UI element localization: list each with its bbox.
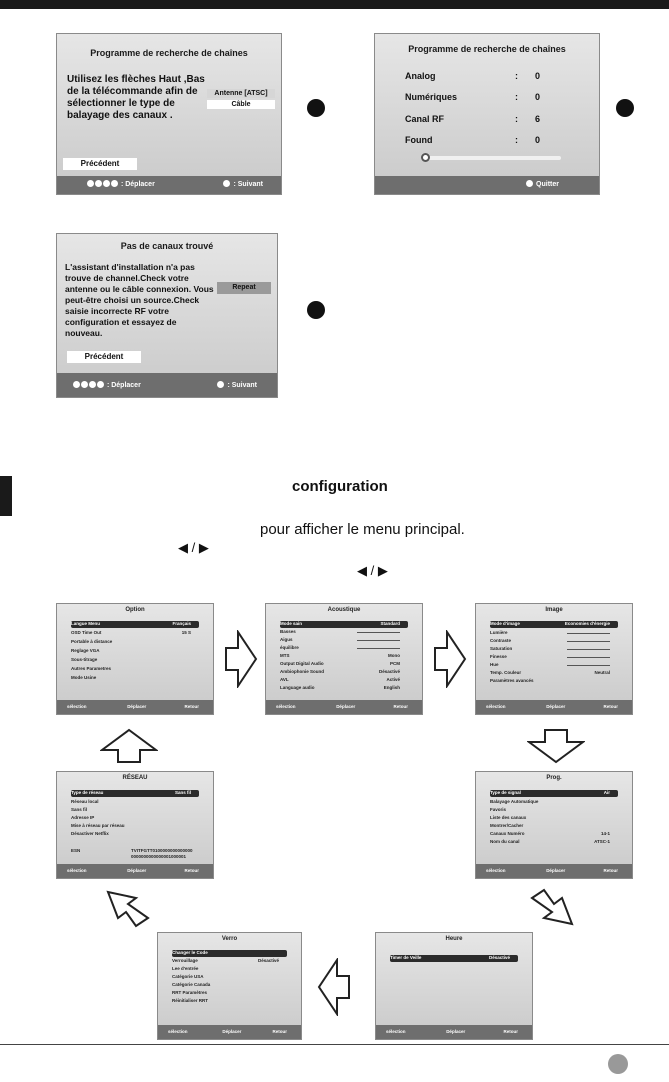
bottom-rule [0,1044,669,1045]
menu-row[interactable]: Catégorie Canada [172,982,211,987]
menu-row[interactable]: équilibre [280,645,408,652]
menu-row[interactable]: Type de signal Air [490,790,618,797]
menu-prog-panel [475,771,633,879]
arrow-right-icon [224,630,258,688]
menu-footer: sélection Déplacer Retour [476,700,632,714]
arrow-left-icon [317,958,351,1016]
menu-row[interactable]: Type de réseau Sans fil [71,790,199,797]
menu-row[interactable]: Mode d'image Economies d'énergie [490,621,618,628]
menu-row[interactable]: Portable à distance [71,639,113,644]
arrow-down-icon [527,728,585,764]
up-arrow-icon [97,381,104,388]
menu-row[interactable]: Réseau local [71,799,99,804]
menu-row[interactable]: Favoris [490,807,507,812]
ok-icon [223,180,230,187]
menu-footer: sélection Déplacer Retour [158,1025,301,1039]
row-value: 0 [535,92,541,102]
quit-label: Quitter [536,181,559,188]
next-hint [217,381,257,389]
menu-row[interactable]: Finesse [490,654,618,661]
menu-row[interactable]: Changer le Code [172,950,287,957]
menu-row[interactable]: Mise à réseau par réseau [71,823,125,828]
menu-row[interactable]: Autres Parametres [71,666,112,671]
row-value: 0 [535,71,541,81]
menu-row[interactable]: Lee d'entrée [172,966,199,971]
menu-reseau-panel [56,771,214,879]
right-arrow-icon [81,381,88,388]
menu-row[interactable]: Nom du canal ATSC-1 [490,839,610,844]
panel-body-text: L'assistant d'installation n'a pas trouve de channel.Check votre antenne ou le câble connexion. Vous peut-être choisi un source.Check saisie incorrecte RF votre configuration et essayez de nouveau. [65,262,214,338]
menu-row[interactable]: Hue [490,662,618,669]
section-heading: configuration [292,478,388,495]
menu-title: Option [125,607,145,613]
menu-row[interactable]: Désactiver Netflix [71,831,109,836]
row-found: Found : 0 [405,135,541,145]
row-value: 0 [535,135,541,145]
menu-row[interactable]: Output Digital Audio PCM [280,661,400,666]
panel-body-text: Utilisez les flèches Haut ,Bas de la télécommande afin de sélectionner le type de balayage des canaux . [67,74,205,121]
row-analog: Analog : 0 [405,71,541,81]
section-line: pour afficher le menu principal. [260,521,465,538]
menu-title: Heure [445,936,463,942]
menu-title: RÉSEAU [122,775,148,781]
down-arrow-icon [89,381,96,388]
scan-progress-panel [374,33,600,195]
menu-row[interactable]: AVL Activé [280,677,400,682]
arrows-glyph-2: ◀ / ▶ [357,563,388,578]
exit-icon [526,180,533,187]
menu-row[interactable]: Ambiophonie Sound Désactivé [280,669,400,674]
up-arrow-icon [111,180,118,187]
menu-row[interactable]: Sans fil [71,807,88,812]
arrow-right-icon [433,630,467,688]
menu-row[interactable]: Verrouillage Désactivé [172,958,279,963]
menu-title: Acoustique [327,607,361,613]
menu-row[interactable]: MTS Mono [280,653,400,658]
menu-row[interactable]: Langue Menu Français [71,621,199,628]
row-canal-rf: Canal RF : 6 [405,114,541,124]
panel-footer [57,373,277,397]
panel-footer [57,176,281,194]
ok-icon [217,381,224,388]
menu-row[interactable]: Language audio English [280,685,400,690]
next-hint-label: : Suivant [233,181,263,188]
right-arrow-icon [95,180,102,187]
page-number-badge [608,1054,628,1074]
move-hint-label: : Déplacer [106,382,141,389]
menu-footer: sélection Déplacer Retour [57,864,213,878]
menu-row[interactable]: Montrer/Cacher [490,823,524,828]
step-marker [616,99,634,117]
menu-row[interactable]: Reglage VGA [71,648,100,653]
nav-hint [73,381,141,389]
scan-progress-bar [421,156,561,160]
step-marker [307,301,325,319]
section-marker [0,476,12,516]
menu-row[interactable]: Contraste [490,638,618,645]
menu-row[interactable]: Balayage Automatique [490,799,539,804]
menu-image-panel [475,603,633,715]
quit-hint [526,180,559,188]
menu-title: Prog. [546,775,562,781]
menu-row[interactable]: Temp. Couleur Neutral [490,670,610,675]
menu-footer: sélection Déplacer Retour [376,1025,532,1039]
top-rule [0,0,669,9]
arrow-downright-icon [528,888,576,928]
row-value: 6 [535,114,541,124]
menu-row[interactable]: Basses [280,629,408,636]
menu-footer: sélection Déplacer Retour [476,864,632,878]
nav-hint [87,180,155,188]
menu-heure-panel [375,932,533,1040]
menu-row[interactable]: Catégorie USA [172,974,204,979]
arrow-upleft-icon [104,888,152,928]
menu-row[interactable]: Adresse IP [71,815,95,820]
move-hint-label: : Déplacer [120,181,155,188]
esn-row: ESN TVITFGTT0100000000000000 0000000000000001000001 [71,848,193,859]
menu-title: Verro [221,936,238,942]
panel-footer [375,176,599,194]
menu-row[interactable]: Mode sain Standard [280,621,408,628]
next-hint-label: : Suivant [227,382,257,389]
menu-row[interactable]: Sous-titrage [71,657,98,662]
menu-verro-panel [157,932,302,1040]
row-label: Numériques [405,92,458,102]
menu-row[interactable]: OSD Time Out 15 S [71,630,191,635]
back-button[interactable]: Précédent [67,351,141,363]
panel-title: Programme de recherche de chaînes [408,44,566,54]
menu-row[interactable]: Canaux Numéro 14-1 [490,831,610,836]
panel-title: Programme de recherche de chaînes [90,48,248,58]
menu-option-panel [56,603,214,715]
option-antenna[interactable]: Antenne [ATSC] [207,89,275,98]
menu-row[interactable]: Paramètres avancés [490,678,534,683]
next-hint [223,180,263,188]
row-label: Analog [405,71,436,81]
row-numeriques: Numériques : 0 [405,92,541,102]
menu-row[interactable]: Lumière [490,630,618,637]
left-arrow-icon [87,180,94,187]
menu-row[interactable]: Saturation [490,646,618,653]
menu-row[interactable]: Réinitialiser RRT [172,998,209,1003]
menu-row[interactable]: RRT Paramètres [172,990,208,995]
row-label: Canal RF [405,114,445,124]
scan-setup-panel [56,33,282,195]
menu-row[interactable]: Liste des canaux [490,815,527,820]
progress-indicator [421,153,430,162]
menu-footer: sélection Déplacer Retour [266,700,422,714]
menu-title: Image [545,607,563,613]
row-label: Found [405,135,433,145]
menu-row[interactable]: Timer de Veille Désactivé [390,955,518,962]
menu-row[interactable]: Aigus [280,637,408,644]
arrow-up-icon [100,728,158,764]
repeat-button[interactable]: Repeat [217,282,271,294]
no-channel-panel [56,233,278,398]
menu-footer: sélection Déplacer Retour [57,700,213,714]
panel-title: Pas de canaux trouvé [120,241,214,251]
step-marker [307,99,325,117]
down-arrow-icon [103,180,110,187]
arrows-glyph-1: ◀ / ▶ [178,540,209,555]
back-button[interactable]: Précédent [63,158,137,170]
left-arrow-icon [73,381,80,388]
option-cable[interactable]: Câble [207,100,275,109]
menu-row[interactable]: Mode Usine [71,675,97,680]
menu-acoustique-panel [265,603,423,715]
